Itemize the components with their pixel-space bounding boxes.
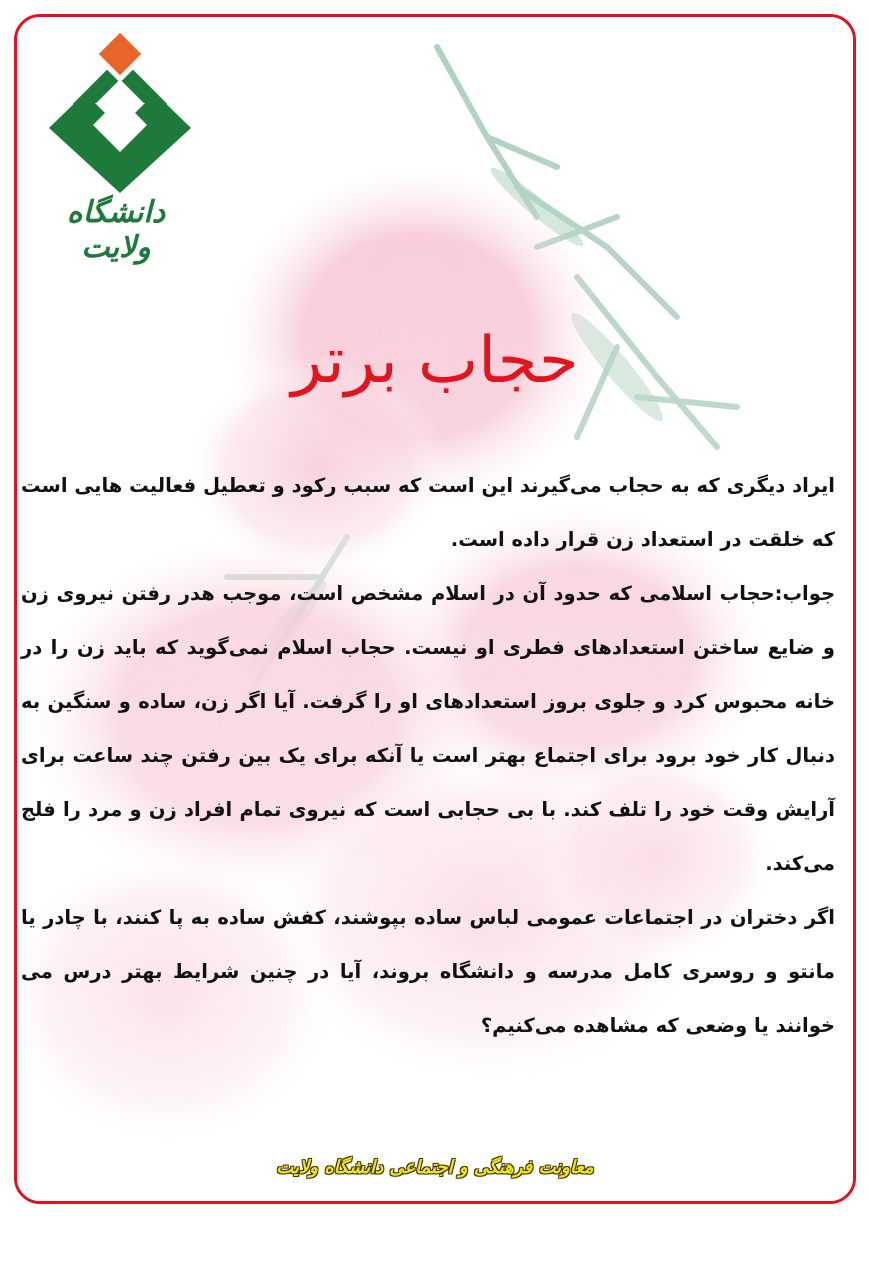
poster (14, 14, 856, 1204)
paragraph: ایراد دیگری که به حجاب می‌گیرند این است که سبب رکود و تعطیل فعالیت هایی است که خلقت در استعداد زن قرار داده است. (21, 474, 835, 551)
logo-text: دانشگاه ولایت (66, 195, 166, 265)
university-logo (31, 33, 201, 265)
page-title: حجاب برتر (291, 324, 579, 398)
paragraph: اگر دختران در اجتماعات عمومی لباس ساده بپوشند، کفش ساده به پا کنند، با چادر یا مانتو و روسری کامل مدرسه و دانشگاه بروند، آیا در چنین شرایط بهتر درس می خوانند یا وضعی که مشاهده می‌کنیم؟ (21, 906, 835, 1037)
logo-emblem-icon (31, 33, 201, 193)
article-body (21, 459, 835, 1053)
paragraph: جواب:حجاب اسلامی که حدود آن در اسلام مشخص است، موجب هدر رفتن نیروی زن و ضایع ساختن استعدادهای فطری او نیست. حجاب اسلام نمی‌گوید که باید زن را در خانه محبوس کرد و جلوی بروز استعدادهای او را گرفت. آیا اگر زن، ساده و سنگین به دنبال کار خود برود برای اجتماع بهتر است یا آنکه برای یک بین رفتن چند ساعت برای آرایش وقت خود را تلف کند. با بی حجابی است که نیروی تمام افراد زن و مرد را فلج می‌کند. (21, 582, 835, 875)
footer-credit: معاونت فرهنگی و اجتماعی دانشگاه ولایت (276, 1157, 594, 1178)
